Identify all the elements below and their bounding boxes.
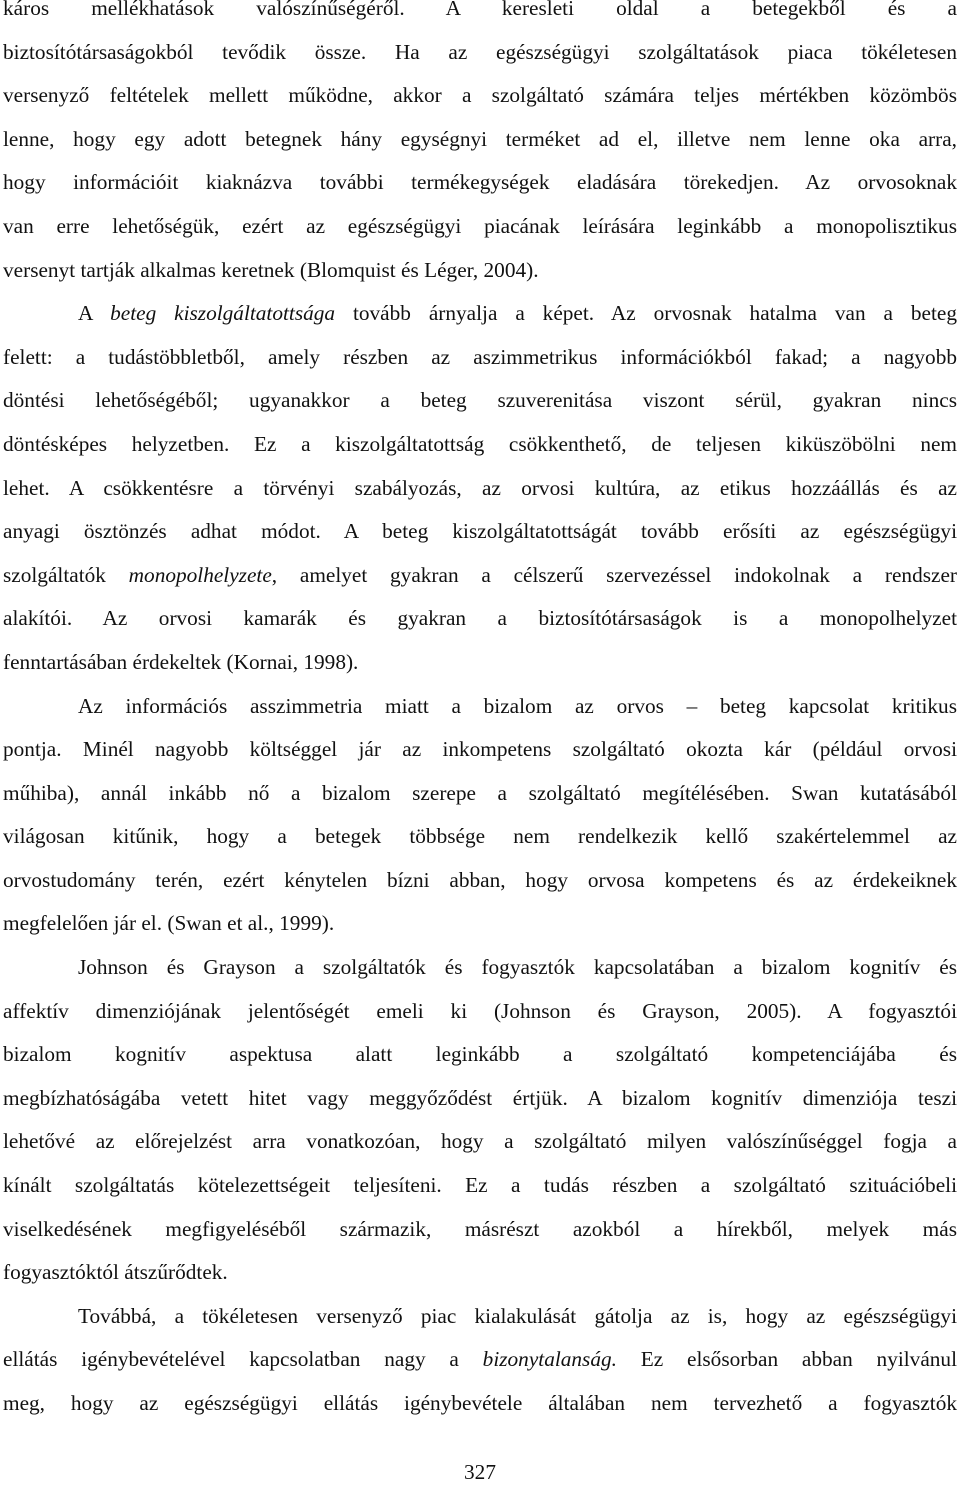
italic-term: beteg kiszolgáltatottsága — [110, 301, 336, 326]
text-run: döntésképes helyzetben. Ez a kiszolgáltatottság csökkenthető, de teljesen kiküszöbölni nem — [3, 431, 957, 456]
text-run: fogyasztóktól átszűrődtek. — [3, 1260, 228, 1285]
text-run: Továbbá, a tökéletesen versenyző piac kialakulását gátolja az is, hogy az egészségügyi — [78, 1303, 957, 1328]
text-run: ellátás igénybevételével kapcsolatban nagy a — [3, 1347, 483, 1372]
text-run: fenntartásában érdekeltek (Kornai, 1998). — [3, 649, 359, 674]
text-run: felett: a tudástöbbletből, amely részben az aszimmetrikus információkból fakad; a nagyobb — [3, 344, 957, 369]
text-line — [3, 0, 957, 31]
italic-term: monopolhelyzete — [128, 562, 272, 587]
text-run: szolgáltatók — [3, 562, 129, 587]
text-line — [3, 946, 957, 990]
text-run: káros mellékhatások valószínűségéről. A keresleti oldal a betegekből és a — [3, 0, 957, 20]
text-run: anyagi ösztönzés adhat módot. A beteg kiszolgáltatottságát tovább erősíti az egészségügyi — [3, 519, 957, 544]
text-line — [3, 423, 957, 467]
text-run: megfelelően jár el. (Swan et al., 1999). — [3, 911, 335, 936]
text-line — [3, 1208, 957, 1252]
text-run: kínált szolgáltatás kötelezettségeit teljesíteni. Ez a tudás részben a szolgáltató szituációbeli — [3, 1173, 957, 1198]
text-line — [3, 1295, 957, 1339]
text-run: biztosítótársaságokból tevődik össze. Ha az egészségügyi szolgáltatások piaca tökéletesen — [3, 39, 957, 64]
text-run: van erre lehetőségük, ezért az egészségügyi piacának leírására leginkább a monopolisztikus — [3, 213, 957, 238]
text-line — [3, 74, 957, 118]
text-line — [3, 728, 957, 772]
text-line — [3, 1033, 957, 1077]
text-run: Az információs asszimmetria miatt a bizalom az orvos – beteg kapcsolat kritikus — [78, 693, 957, 718]
text-line — [3, 859, 957, 903]
text-run: viselkedésének megfigyeléséből származik, másrészt azokból a hírekből, melyek más — [3, 1216, 957, 1241]
text-run: , amelyet gyakran a célszerű szervezéssel indokolnak a rendszer — [271, 562, 958, 587]
text-run: meg, hogy az egészségügyi ellátás igénybevétele általában nem tervezhető a fogyasztók — [3, 1391, 957, 1415]
text-line — [3, 336, 957, 380]
text-run: versenyt tartják alkalmas keretnek (Blomquist és Léger, 2004). — [3, 257, 539, 282]
text-run: megbízhatóságába vetett hitet vagy meggyőződést értjük. A bizalom kognitív dimenziója teszi — [3, 1085, 957, 1110]
text-run: versenyző feltételek mellett működne, akkor a szolgáltató számára teljes mértékben közömbös — [3, 83, 957, 108]
text-line — [3, 1077, 957, 1121]
text-run: affektív dimenziójának jelentőségét emeli ki (Johnson és Grayson, 2005). A fogyasztói — [3, 998, 957, 1023]
text-line — [3, 597, 957, 641]
text-line — [3, 554, 957, 598]
text-line — [3, 641, 957, 685]
text-line — [3, 292, 957, 336]
page-number: 327 — [464, 1460, 496, 1484]
text-line — [3, 467, 957, 511]
text-line — [3, 990, 957, 1034]
text-run: A — [78, 301, 111, 326]
text-line — [3, 161, 957, 205]
body-text — [3, 0, 957, 1426]
text-run: orvostudomány terén, ezért kénytelen bízni abban, hogy orvosa kompetens és az érdekeiknek — [3, 867, 957, 892]
text-line — [3, 118, 957, 162]
text-line — [3, 1164, 957, 1208]
text-run: tovább árnyalja a képet. Az orvosnak hatalma van a beteg — [335, 301, 957, 326]
text-line — [3, 772, 957, 816]
text-line — [3, 379, 957, 423]
text-line — [3, 815, 957, 859]
text-run: lenne, hogy egy adott betegnek hány egységnyi terméket ad el, illetve nem lenne oka arra, — [3, 126, 957, 151]
text-run: Ez elsősorban abban nyilvánul — [616, 1347, 957, 1372]
text-line — [3, 31, 957, 75]
italic-term: bizonytalanság. — [482, 1347, 617, 1372]
text-run: hogy információit kiaknázva további termékegységek eladására törekedjen. Az orvosoknak — [3, 170, 957, 195]
text-line — [3, 685, 957, 729]
text-run: világosan kitűnik, hogy a betegek többsége nem rendelkezik kellő szakértelemmel az — [3, 824, 957, 849]
text-line — [3, 510, 957, 554]
text-line — [3, 1120, 957, 1164]
text-line — [3, 1338, 957, 1382]
text-run: lehet. A csökkentésre a törvényi szabályozás, az orvosi kultúra, az etikus hozzáállás és az — [3, 475, 957, 500]
text-line — [3, 249, 957, 293]
text-run: lehetővé az előrejelzést arra vonatkozóan, hogy a szolgáltató milyen valószínűséggel fogja a — [3, 1129, 957, 1154]
text-run: műhiba), annál inkább nő a bizalom szerepe a szolgáltató megítélésében. Swan kutatásából — [3, 780, 957, 805]
text-run: bizalom kognitív aspektusa alatt leginkább a szolgáltató kompetenciájába és — [3, 1042, 957, 1067]
text-line — [3, 902, 957, 946]
text-line — [3, 1382, 957, 1426]
text-line — [3, 1251, 957, 1295]
text-run: alakítói. Az orvosi kamarák és gyakran a biztosítótársaságok is a monopolhelyzet — [3, 606, 957, 631]
text-run: Johnson és Grayson a szolgáltatók és fogyasztók kapcsolatában a bizalom kognitív és — [78, 955, 957, 980]
text-run: döntési lehetőségéből; ugyanakkor a beteg szuverenitása viszont sérül, gyakran nincs — [3, 388, 957, 413]
text-line — [3, 205, 957, 249]
text-run: pontja. Minél nagyobb költséggel jár az inkompetens szolgáltató okozta kár (például orvosi — [3, 737, 957, 762]
